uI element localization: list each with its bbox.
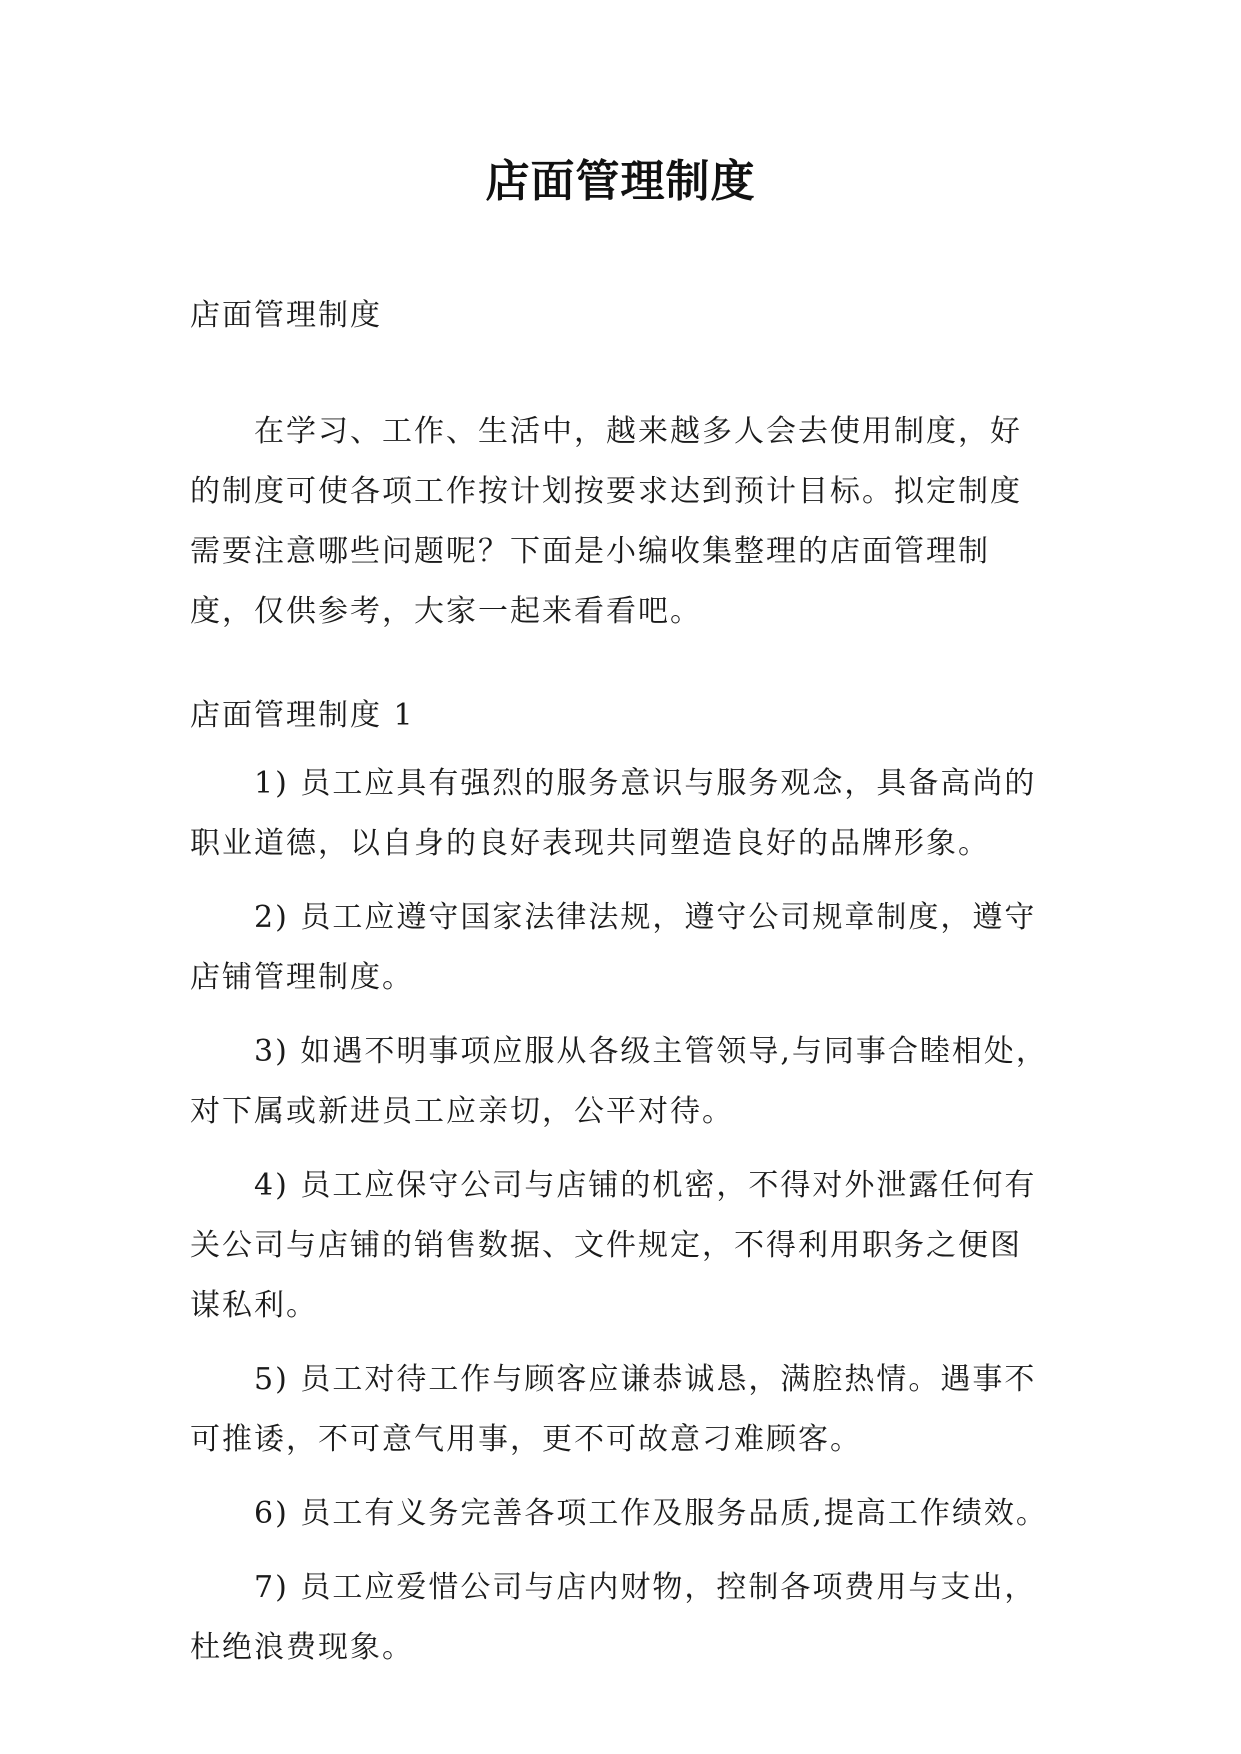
rules-list bbox=[190, 754, 1052, 1692]
section-heading: 店面管理制度 1 bbox=[190, 698, 415, 733]
intro-paragraph: 在学习、工作、生活中，越来越多人会去使用制度，好的制度可使各项工作按计划按要求达到预计目标。拟定制度需要注意哪些问题呢？下面是小编收集整理的店面管理制度，仅供参考，大家一起来看看吧。 bbox=[190, 414, 1022, 629]
rule-item: 6) 员工有义务完善各项工作及服务品质,提高工作绩效。 bbox=[254, 1496, 1048, 1531]
rule-item: 7) 员工应爱惜公司与店内财物，控制各项费用与支出，杜绝浪费现象。 bbox=[190, 1570, 1037, 1665]
rule-item: 3) 如遇不明事项应服从各级主管领导,与同事合睦相处，对下属或新进员工应亲切，公平对待。 bbox=[190, 1034, 1048, 1129]
intro-heading: 店面管理制度 bbox=[190, 298, 382, 333]
document-title: 店面管理制度 bbox=[485, 156, 756, 207]
rule-item: 2) 员工应遵守国家法律法规，遵守公司规章制度，遵守店铺管理制度。 bbox=[190, 900, 1037, 995]
rule-item: 4) 员工应保守公司与店铺的机密，不得对外泄露任何有关公司与店铺的销售数据、文件规定，不得利用职务之便图谋私利。 bbox=[190, 1168, 1037, 1323]
rule-item: 5) 员工对待工作与顾客应谦恭诚恳，满腔热情。遇事不可推诿，不可意气用事，更不可故意刁难顾客。 bbox=[190, 1362, 1037, 1457]
rule-item: 1) 员工应具有强烈的服务意识与服务观念，具备高尚的职业道德，以自身的良好表现共同塑造良好的品牌形象。 bbox=[190, 766, 1037, 861]
